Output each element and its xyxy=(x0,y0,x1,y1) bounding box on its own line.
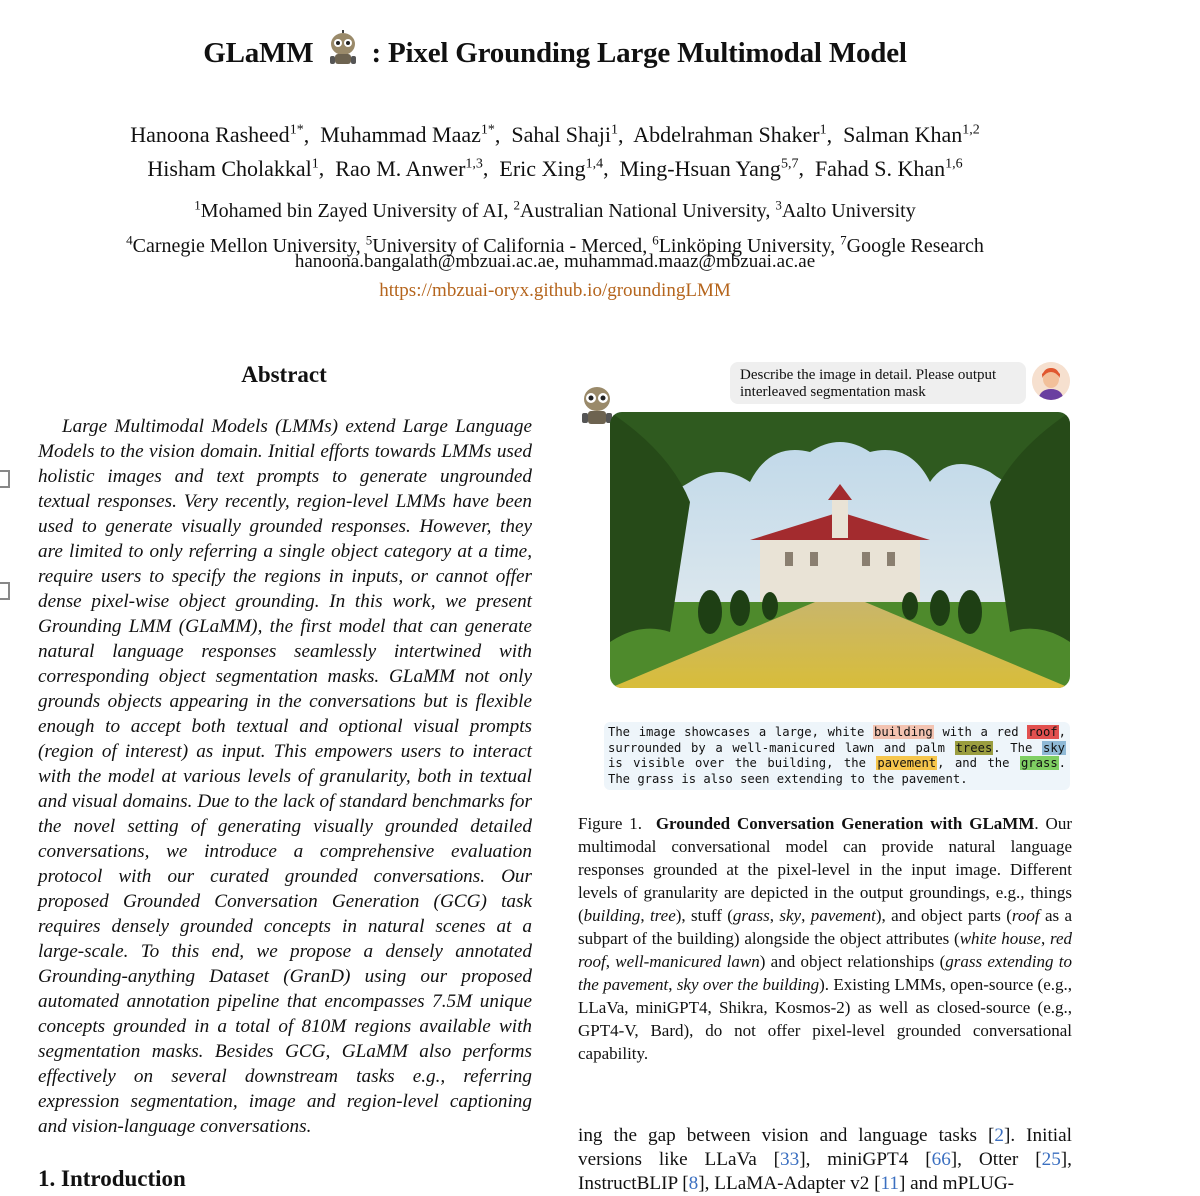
author: Salman Khan$^{1,2}$ xyxy=(843,122,980,148)
abstract-body: Large Multimodal Models (LMMs) extend Large Language Models to the vision domain. Initial efforts towards LMMs used holistic images and text prompts to generate ungrounded textual responses. Very recently, region-level LMMs have been used to generate visually grounded responses. However, they are limited to only referring a single object category at a time, require users to specify the regions in inputs, or cannot offer dense pixel-wise object grounding. In this work, we present Grounding LMM (GLaMM), the first model that can generate natural language responses seamlessly intertwined with corresponding object segmentation masks. GLaMM not only grounds objects appearing in the conversations but is flexible enough to accept both textual and optional visual prompts (region of interest) as input. This empowers users to interact with the model at various levels of granularity, both in textual and visual domains. Due to the lack of standard benchmarks for the novel setting of generating visually grounded detailed conversations, we introduce a comprehensive evaluation protocol with our curated grounded conversations. Our proposed Grounded Conversation Generation (GCG) task requires densely grounded concepts in natural scenes at a large-scale. To this end, we propose a densely annotated Grounding-anything Dataset (GranD) using our proposed automated annotation pipeline that encompasses 7.5M unique concepts grounded in a total of 810M regions available with segmentation masks. Besides GCG, GLaMM also performs effectively on several downstream tasks e.g., referring expression segmentation, image and region-level captioning and vision-language conversations. xyxy=(38,416,532,1137)
author: Muhammad Maaz$^{1*}$ xyxy=(320,122,495,148)
response-text: . The grass is also seen extending to the pavement. xyxy=(608,756,1066,786)
affiliation: $^6$Linköping University xyxy=(652,232,831,258)
author: Sahal Shaji$^1$ xyxy=(511,122,618,148)
citation-link[interactable]: 11 xyxy=(880,1173,899,1194)
affiliation: $^5$University of California - Merced xyxy=(365,232,643,258)
citation-link[interactable]: 8 xyxy=(688,1173,699,1194)
robot-logo-icon xyxy=(326,30,360,76)
highlight-trees: trees xyxy=(955,740,993,755)
body-text-continuation: ing the gap between vision and language tasks [2]. Initial versions like LLaVa [33], miniGPT4 [66], Otter [25], InstructBLIP [8], LLaMA-Adapter v2 [11] and mPLUG- xyxy=(578,1125,1072,1194)
user-avatar-icon xyxy=(1032,362,1070,400)
citation-link[interactable]: 66 xyxy=(931,1149,951,1170)
robot-avatar-icon xyxy=(580,384,614,430)
highlight-sky: sky xyxy=(1043,740,1066,755)
author: Hanoona Rasheed$^{1*}$ xyxy=(130,122,304,148)
response-text: The image showcases a large, white xyxy=(608,725,874,739)
author: Abdelrahman Shaker$^1$ xyxy=(633,122,827,148)
project-link[interactable]: https://mbzuai-oryx.github.io/groundingLMM xyxy=(379,280,731,301)
title-name: GLaMM xyxy=(203,37,314,69)
highlight-building: building xyxy=(874,725,933,739)
author: Eric Xing$^{1,4}$ xyxy=(499,155,604,181)
author-emails: hanoona.bangalath@mbzuai.ac.ae, muhammad.maaz@mbzuai.ac.ae xyxy=(294,251,816,272)
affiliation: $^3$Aalto University xyxy=(775,197,916,222)
affiliation-list: $^1$Mohamed bin Zayed University of AI, $^2$Australian National University, $^3$Aalto University $^4$Carnegie Mellon University, $^5$University of California - Merced, $^6$Linköping University, $^7$Google Research xyxy=(126,197,984,258)
author: Rao M. Anwer$^{1,3}$ xyxy=(335,155,483,181)
user-prompt-bubble: Describe the image in detail. Please output interleaved segmentation mask xyxy=(730,362,1026,404)
figure-caption: Figure 1. Grounded Conversation Generation with GLaMM. Our multimodal conversational model can provide natural language responses grounded at the pixel-level in the input image. Different levels of granularity are depicted in the output groundings, e.g., things (building, tree), stuff (grass, sky, pavement), and object parts (roof as a subpart of the building) alongside the object attributes (white house, red roof, well-manicured lawn) and object relationships (grass extending to the pavement, sky over the building). Existing LMMs, open-source (e.g., LLaVa, miniGPT4, Shikra, Kosmos-2) as well as closed-source (e.g., GPT4-V, Bard), do not offer pixel-level grounded conversational capability. xyxy=(578,814,1073,1063)
response-text: with a red xyxy=(933,725,1028,739)
author: Fahad S. Khan$^{1,6}$ xyxy=(814,155,963,181)
affiliation: $^2$Australian National University xyxy=(513,197,766,222)
author: Ming-Hsuan Yang$^{5,7}$ xyxy=(619,155,799,181)
abstract-heading: Abstract xyxy=(241,362,327,387)
introduction-heading: 1. Introduction xyxy=(38,1166,186,1191)
citation-link[interactable]: 2 xyxy=(994,1125,1004,1146)
crop-mark xyxy=(0,582,10,600)
paper-title xyxy=(0,30,1110,76)
citation-link[interactable]: 25 xyxy=(1041,1149,1061,1170)
affiliation: $^4$Carnegie Mellon University xyxy=(126,232,356,258)
response-text: . The xyxy=(993,740,1042,755)
title-subtitle: : Pixel Grounding Large Multimodal Model xyxy=(371,37,907,69)
highlight-grass: grass xyxy=(1020,756,1058,770)
response-text: , surrounded by a well-manicured lawn and palm xyxy=(608,725,1066,755)
scene-photo xyxy=(610,412,1070,688)
citation-link[interactable]: 33 xyxy=(780,1149,800,1170)
model-response xyxy=(604,722,1070,790)
author-list: Hanoona Rasheed$^{1*}$, Muhammad Maaz$^{1*}$, Sahal Shaji$^1$, Abdelrahman Shaker$^1$, Salman Khan$^{1,2}$ Hisham Cholakkal$^1$, Rao M. Anwer$^{1,3}$, Eric Xing$^{1,4}$, Ming-Hsuan Yang$^{5,7}$, Fahad S. Khan$^{1,6}$ xyxy=(130,122,980,181)
crop-mark xyxy=(0,470,10,488)
affiliation: $^1$Mohamed bin Zayed University of AI xyxy=(194,197,504,222)
response-text: is visible over the building, the xyxy=(608,756,877,770)
response-text: , and the xyxy=(937,756,1020,770)
figure-1 xyxy=(578,360,1098,800)
highlight-pavement: pavement xyxy=(877,756,937,770)
author: Hisham Cholakkal$^1$ xyxy=(147,155,319,181)
highlight-roof: roof xyxy=(1028,725,1058,739)
affiliation: $^7$Google Research xyxy=(840,232,984,258)
